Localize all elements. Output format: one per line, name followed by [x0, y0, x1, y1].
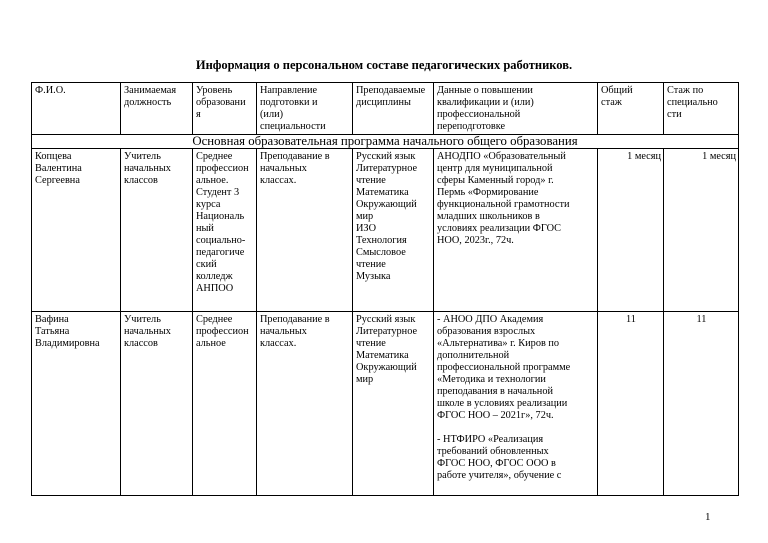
header-specialty-experience: Стаж по специально сти — [664, 83, 739, 135]
cell-direction: Преподавание в начальных классах. — [257, 312, 353, 496]
document-title: Информация о персональном составе педагогических работников. — [195, 58, 573, 72]
cell-total-experience: 11 — [598, 312, 664, 496]
header-fio: Ф.И.О. — [32, 83, 121, 135]
cell-qualification: - АНОО ДПО Академия образования взрослых «Альтернатива» г. Киров по дополнительной профессиональной программе «Методика и технологии преподавания в начальной школе в условиях реализации ФГОС НОО – 2021г», 72ч. - НТФИРО «Реализация требований обновленных ФГОС НОО, ФГОС ООО в работе учителя», обучение с — [434, 312, 598, 496]
header-total-experience: Общий стаж — [598, 83, 664, 135]
header-position: Занимаемая должность — [121, 83, 193, 135]
table-row — [32, 312, 739, 496]
section-title: Основная образовательная программа начального общего образования — [32, 135, 739, 149]
cell-disciplines: Русский язык Литературное чтение Математика Окружающий мир ИЗО Технология Смысловое чтение Музыка — [353, 149, 434, 312]
cell-total-experience: 1 месяц — [598, 149, 664, 312]
cell-position: Учитель начальных классов — [121, 149, 193, 312]
cell-education: Среднее профессион альное — [193, 312, 257, 496]
page-number: 1 — [705, 511, 711, 523]
cell-position: Учитель начальных классов — [121, 312, 193, 496]
cell-specialty-experience: 11 — [664, 312, 739, 496]
table-header-row — [32, 83, 739, 135]
header-education: Уровень образовани я — [193, 83, 257, 135]
cell-qualification: АНОДПО «Образовательный центр для муниципальной сферы Каменный город» г. Пермь «Формирование функциональной грамотности младших школьников в условиях реализации ФГОС НОО, 2023г., 72ч. — [434, 149, 598, 312]
section-row — [32, 135, 739, 149]
cell-fio: Копцева Валентина Сергеевна — [32, 149, 121, 312]
cell-education: Среднее профессион альное. Студент 3 курса Националь ный социально- педагогиче ский колледж АНПОО — [193, 149, 257, 312]
header-qualification: Данные о повышении квалификации и (или) профессиональной переподготовке — [434, 83, 598, 135]
header-disciplines: Преподаваемые дисциплины — [353, 83, 434, 135]
cell-specialty-experience: 1 месяц — [664, 149, 739, 312]
header-direction: Направление подготовки и (или) специальности — [257, 83, 353, 135]
staff-table — [31, 82, 739, 496]
table-row — [32, 149, 739, 312]
cell-fio: Вафина Татьяна Владимировна — [32, 312, 121, 496]
cell-direction: Преподавание в начальных классах. — [257, 149, 353, 312]
cell-disciplines: Русский язык Литературное чтение Математика Окружающий мир — [353, 312, 434, 496]
